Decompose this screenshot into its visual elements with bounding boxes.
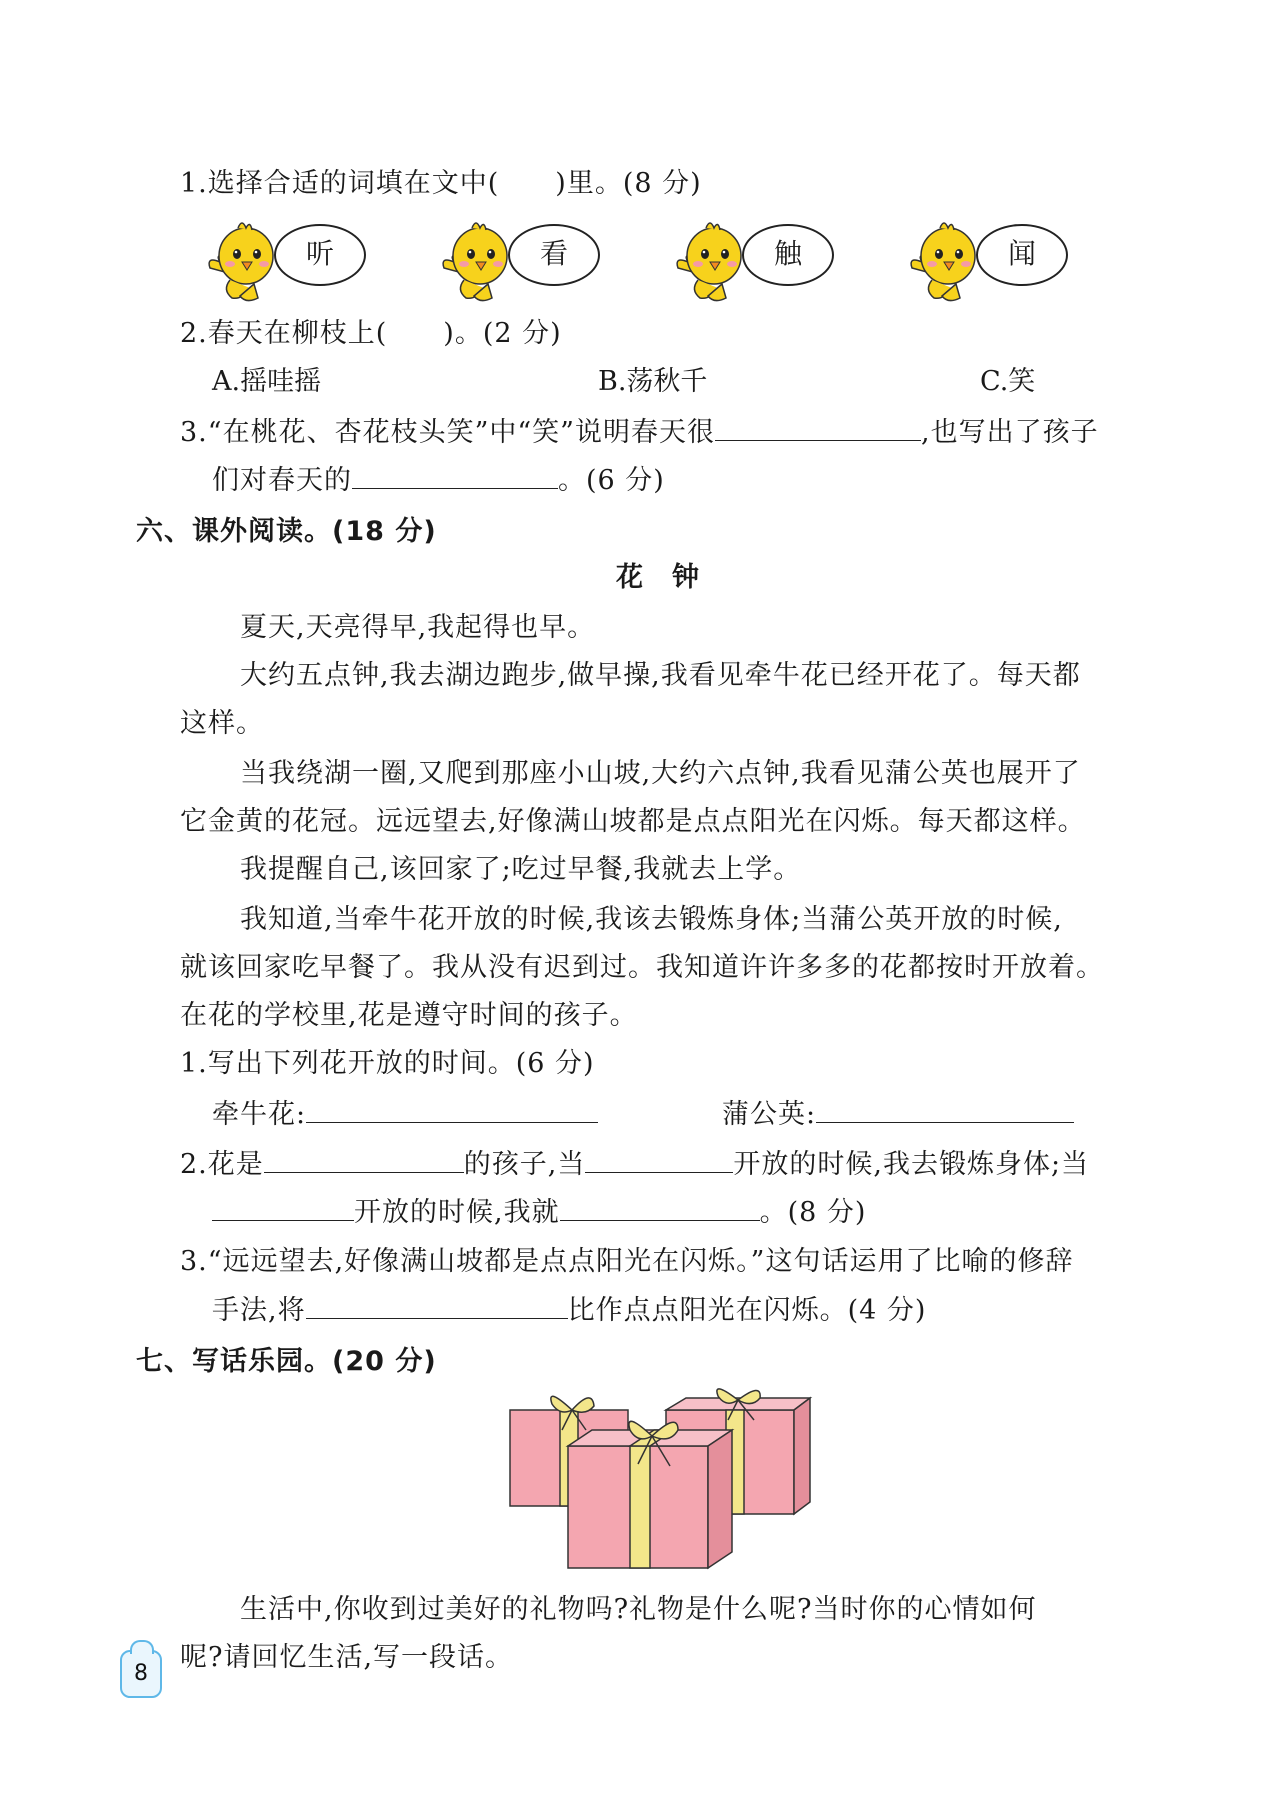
q3-text-b: ,也写出了孩子 — [920, 417, 1099, 448]
answer-blank[interactable] — [212, 1194, 354, 1221]
reading-q3-line2 — [212, 1292, 926, 1329]
q2-text-d: 开放的时候,我就 — [354, 1197, 560, 1228]
q2-text-e: 。(8 分) — [759, 1197, 867, 1228]
passage-title: 花 钟 — [616, 562, 700, 593]
word-option-4 — [908, 218, 1088, 304]
word-bubble: 触 — [742, 224, 834, 286]
passage-p5-line3: 在花的学校里,花是遵守时间的孩子。 — [180, 1000, 638, 1031]
reading-q3-line1: 3.“远远望去,好像满山坡都是点点阳光在闪烁。”这句话运用了比喻的修辞 — [180, 1246, 1074, 1277]
writing-prompt-line2: 呢?请回忆生活,写一段话。 — [180, 1642, 514, 1673]
passage-p2-line2: 这样。 — [180, 708, 264, 739]
section-six-heading: 六、课外阅读。(18 分) — [136, 516, 437, 547]
reading-q2-line2 — [212, 1194, 866, 1231]
word-option-3 — [674, 218, 854, 304]
reading-q2-line1 — [180, 1146, 1089, 1183]
q2-text-c: 开放的时候,我去锻炼身体;当 — [733, 1149, 1090, 1180]
answer-blank[interactable] — [306, 1292, 568, 1319]
passage-p1: 夏天,天亮得早,我起得也早。 — [240, 612, 596, 643]
answer-blank[interactable] — [585, 1146, 733, 1173]
q2-option-b: B.荡秋千 — [598, 366, 708, 397]
answer-blank[interactable] — [306, 1096, 598, 1123]
answer-blank[interactable] — [352, 462, 558, 489]
q1-label-a: 牵牛花: — [212, 1099, 307, 1130]
reading-q1: 1.写出下列花开放的时间。(6 分) — [180, 1048, 595, 1079]
q3-text-a: 手法,将 — [212, 1295, 306, 1326]
q3-text-a: 3.“在桃花、杏花枝头笑”中“笑”说明春天很 — [180, 417, 715, 448]
word-bubble: 看 — [508, 224, 600, 286]
q3-line2 — [212, 462, 665, 499]
answer-blank[interactable] — [816, 1096, 1074, 1123]
word-bubble: 听 — [274, 224, 366, 286]
passage-p3-line1: 当我绕湖一圈,又爬到那座小山坡,大约六点钟,我看见蒲公英也展开了 — [240, 758, 1081, 789]
q2-option-c: C.笑 — [980, 366, 1036, 397]
writing-prompt-line1: 生活中,你收到过美好的礼物吗?礼物是什么呢?当时你的心情如何 — [240, 1594, 1037, 1625]
q2-text: 2.春天在柳枝上( )。(2 分) — [180, 318, 562, 349]
word-option-2 — [440, 218, 620, 304]
answer-blank[interactable] — [715, 414, 921, 441]
word-bubble: 闻 — [976, 224, 1068, 286]
q3-text-d: 。(6 分) — [558, 465, 665, 496]
reading-q1-morning-glory — [212, 1096, 598, 1133]
word-option-1 — [206, 218, 386, 304]
q1-label-b: 蒲公英: — [722, 1099, 817, 1130]
q3-text-b: 比作点点阳光在闪烁。(4 分) — [567, 1295, 927, 1326]
q2-text-b: 的孩子,当 — [463, 1149, 586, 1180]
passage-p4: 我提醒自己,该回家了;吃过早餐,我就去上学。 — [240, 854, 802, 885]
answer-blank[interactable] — [560, 1194, 760, 1221]
page-number: 8 — [120, 1650, 162, 1698]
passage-p2-line1: 大约五点钟,我去湖边跑步,做早操,我看见牵牛花已经开花了。每天都 — [240, 660, 1081, 691]
passage-p5-line1: 我知道,当牵牛花开放的时候,我该去锻炼身体;当蒲公英开放的时候, — [240, 904, 1063, 935]
q3-line1 — [180, 414, 1099, 451]
q3-text-c: 们对春天的 — [212, 465, 352, 496]
reading-q1-dandelion — [722, 1096, 1074, 1133]
passage-p5-line2: 就该回家吃早餐了。我从没有迟到过。我知道许许多多的花都按时开放着。 — [180, 952, 1104, 983]
gift-boxes-illustration — [506, 1386, 816, 1570]
passage-p3-line2: 它金黄的花冠。远远望去,好像满山坡都是点点阳光在闪烁。每天都这样。 — [180, 806, 1086, 837]
q1-text: 1.选择合适的词填在文中( )里。(8 分) — [180, 168, 702, 199]
q2-text-a: 2.花是 — [180, 1149, 264, 1180]
section-seven-heading: 七、写话乐园。(20 分) — [136, 1346, 437, 1377]
q2-option-a: A.摇哇摇 — [212, 366, 322, 397]
answer-blank[interactable] — [264, 1146, 464, 1173]
